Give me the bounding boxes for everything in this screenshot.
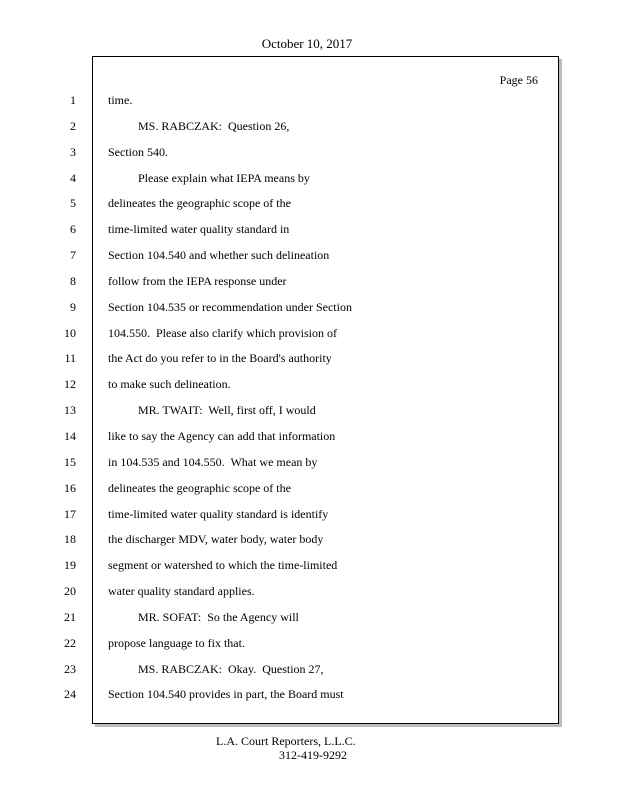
line-number: 2 — [70, 118, 76, 133]
line-number: 16 — [64, 480, 76, 495]
line-number: 19 — [64, 558, 76, 573]
line-text: MR. TWAIT: Well, first off, I would — [108, 403, 316, 418]
transcript-date: October 10, 2017 — [261, 36, 353, 51]
line-number: 13 — [64, 403, 76, 418]
line-number: 3 — [70, 144, 76, 159]
line-number: 20 — [64, 584, 76, 599]
line-text: segment or watershed to which the time-limited — [108, 558, 338, 573]
line-number: 12 — [64, 377, 76, 392]
line-number: 18 — [64, 532, 76, 547]
line-text: time. — [108, 93, 133, 107]
line-text: Section 104.535 or recommendation under Section — [108, 299, 352, 314]
transcript-line — [0, 116, 618, 142]
transcript-line — [0, 348, 618, 374]
line-number: 21 — [64, 609, 76, 624]
transcript-line — [0, 659, 618, 685]
line-number: 1 — [70, 93, 76, 107]
transcript-line — [0, 607, 618, 633]
line-text: time-limited water quality standard in — [108, 222, 290, 237]
line-number: 4 — [70, 170, 76, 185]
line-text: MR. SOFAT: So the Agency will — [108, 609, 299, 624]
transcript-line — [0, 504, 618, 530]
line-text: 104.550. Please also clarify which provision of — [108, 325, 337, 340]
line-text: Please explain what IEPA means by — [108, 170, 310, 185]
line-text: to make such delineation. — [108, 377, 231, 392]
line-text: water quality standard applies. — [108, 584, 255, 599]
line-text: the discharger MDV, water body, water body — [108, 532, 324, 547]
line-text: time-limited water quality standard is identify — [108, 506, 329, 521]
line-text: MS. RABCZAK: Question 26, — [108, 118, 290, 133]
line-text: in 104.535 and 104.550. What we mean by — [108, 454, 318, 469]
line-number: 15 — [64, 454, 76, 469]
line-number: 7 — [70, 248, 76, 263]
transcript-line — [0, 684, 618, 710]
line-number: 8 — [70, 273, 76, 288]
court-reporter-phone: 312-419-9292 — [279, 748, 347, 762]
line-text: follow from the IEPA response under — [108, 273, 287, 288]
transcript-line — [0, 555, 618, 581]
transcript-line — [0, 297, 618, 323]
line-number: 10 — [64, 325, 76, 340]
line-text: propose language to fix that. — [108, 635, 245, 650]
line-text: delineates the geographic scope of the — [108, 196, 291, 211]
transcript-lines — [0, 90, 618, 710]
page-number: Page 56 — [499, 73, 538, 87]
transcript-line — [0, 374, 618, 400]
line-number: 5 — [70, 196, 76, 211]
transcript-line — [0, 90, 618, 116]
line-text: Section 104.540 provides in part, the Board must — [108, 687, 344, 702]
transcript-line — [0, 142, 618, 168]
transcript-line — [0, 426, 618, 452]
line-number: 17 — [64, 506, 76, 521]
line-text: Section 540. — [108, 144, 168, 159]
transcript-line — [0, 478, 618, 504]
line-number: 23 — [64, 661, 76, 676]
transcript-line — [0, 193, 618, 219]
line-text: Section 104.540 and whether such delineation — [108, 248, 330, 263]
transcript-line — [0, 271, 618, 297]
line-text: like to say the Agency can add that information — [108, 428, 336, 443]
transcript-line — [0, 219, 618, 245]
line-number: 6 — [70, 222, 76, 237]
line-number: 11 — [64, 351, 76, 366]
transcript-line — [0, 452, 618, 478]
line-number: 14 — [64, 428, 76, 443]
transcript-line — [0, 323, 618, 349]
transcript-line — [0, 168, 618, 194]
line-text: delineates the geographic scope of the — [108, 480, 291, 495]
line-text: the Act do you refer to in the Board's authority — [108, 351, 332, 366]
transcript-line — [0, 529, 618, 555]
line-number: 22 — [64, 635, 76, 650]
transcript-line — [0, 245, 618, 271]
line-number: 24 — [64, 687, 76, 702]
transcript-line — [0, 633, 618, 659]
line-number: 9 — [70, 299, 76, 314]
line-text: MS. RABCZAK: Okay. Question 27, — [108, 661, 324, 676]
transcript-line — [0, 400, 618, 426]
court-reporter-name: L.A. Court Reporters, L.L.C. — [216, 734, 356, 748]
transcript-line — [0, 581, 618, 607]
